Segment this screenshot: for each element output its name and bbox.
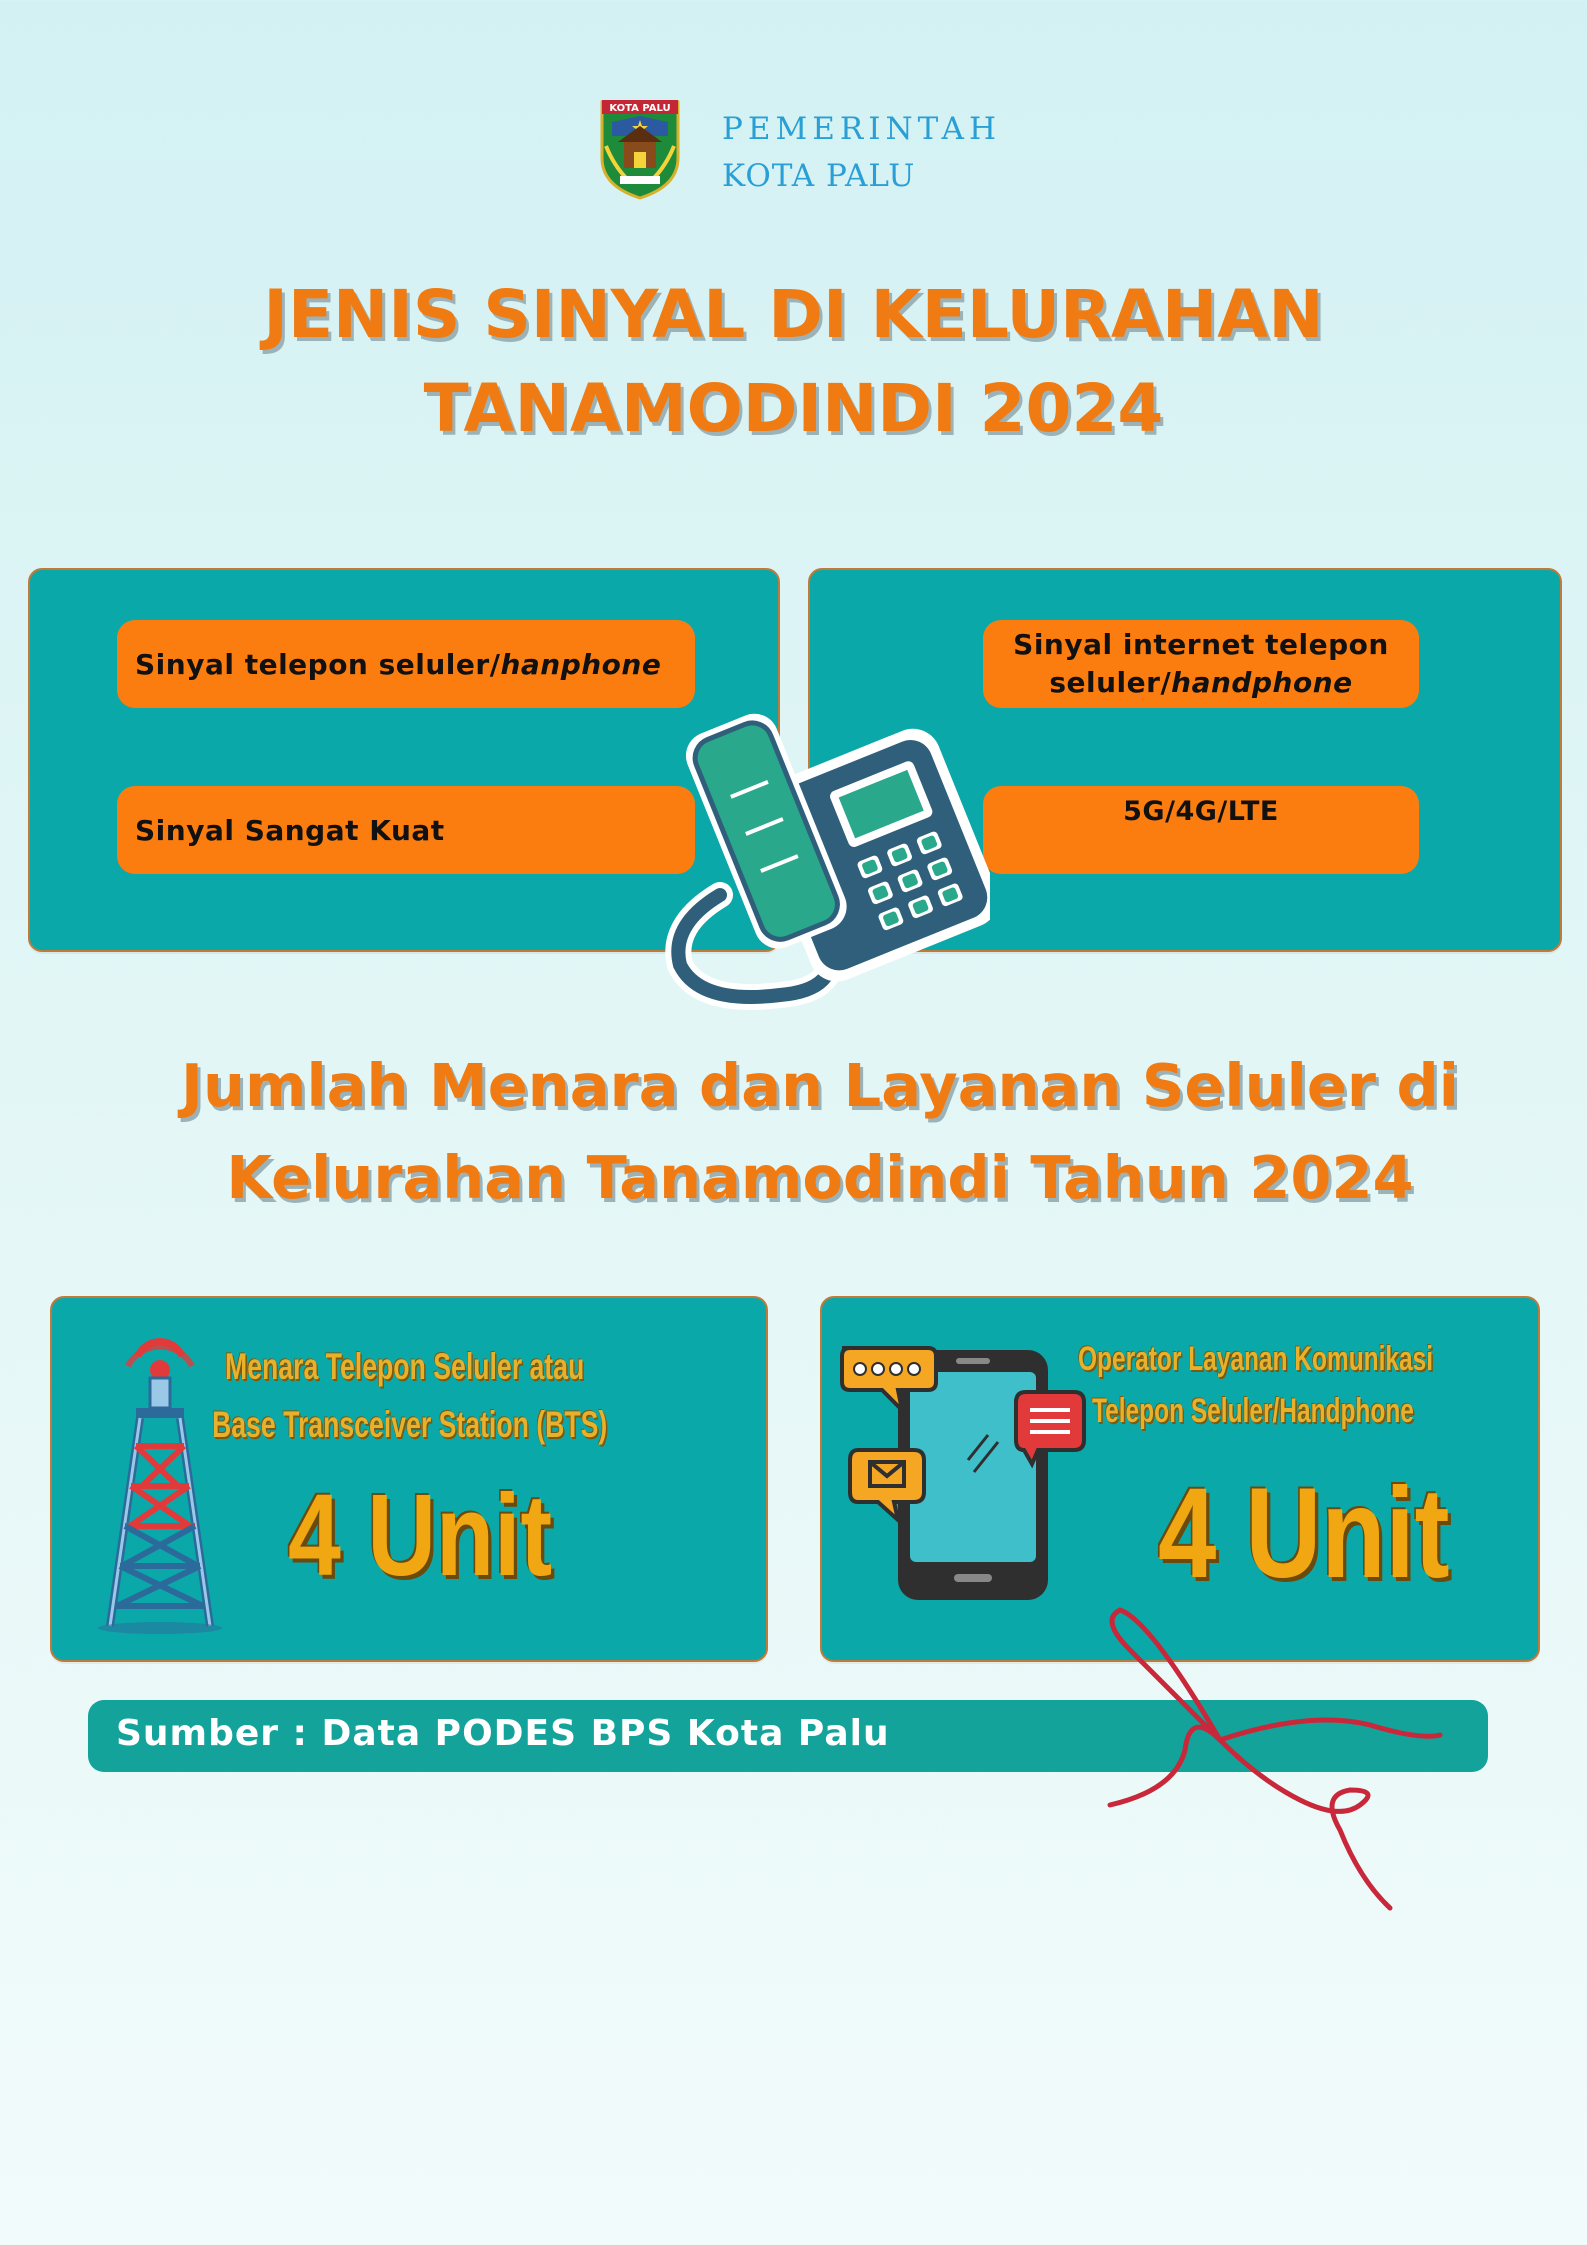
internet-signal-value-text: 5G/4G/LTE <box>1123 796 1279 827</box>
internet-signal-label-line1: Sinyal internet telepon <box>1013 628 1389 661</box>
smartphone-icon <box>838 1330 1088 1610</box>
internet-signal-value <box>983 786 1419 874</box>
ribbon-decoration <box>1090 1590 1540 1920</box>
internet-signal-label <box>983 620 1419 708</box>
tower-count: 4 Unit <box>288 1470 553 1600</box>
cell-tower-icon <box>90 1326 230 1636</box>
page-title <box>0 268 1587 456</box>
section-subtitle <box>0 1040 1587 1224</box>
cell-signal-value-text: Sinyal Sangat Kuat <box>135 813 445 847</box>
cell-signal-label-text: Sinyal telepon seluler/ <box>135 647 501 681</box>
section-subtitle-line1: Jumlah Menara dan Layanan Seluler di <box>181 1051 1459 1120</box>
desk-telephone-icon <box>660 695 990 1015</box>
cell-signal-value <box>117 786 695 874</box>
section-subtitle-line2: Kelurahan Tanamodindi Tahun 2024 <box>226 1143 1414 1212</box>
internet-signal-label-line2: seluler/ <box>1049 666 1172 699</box>
tower-label-line1: Menara Telepon Seluler atau <box>225 1346 585 1387</box>
operator-label-line2: Telepon Seluler/Handphone <box>1092 1392 1414 1430</box>
tower-label-line2: Base Transceiver Station (BTS) <box>212 1404 608 1445</box>
page-title-line2: TANAMODINDI 2024 <box>423 370 1164 447</box>
internet-signal-label-italic: handphone <box>1171 666 1353 699</box>
cell-signal-label <box>117 620 695 708</box>
svg-text:KOTA PALU: KOTA PALU <box>609 103 671 114</box>
operator-count: 4 Unit <box>1158 1462 1450 1605</box>
header-org-line2: KOTA PALU <box>722 158 916 194</box>
kota-palu-logo <box>598 96 682 200</box>
header-org <box>722 106 1001 200</box>
cell-signal-label-italic: hanphone <box>500 647 662 681</box>
operator-label-line1: Operator Layanan Komunikasi <box>1078 1340 1434 1378</box>
page-title-line1: JENIS SINYAL DI KELURAHAN <box>263 276 1324 353</box>
source-text: Sumber : Data PODES BPS Kota Palu <box>116 1713 890 1754</box>
header-org-line1: PEMERINTAH <box>722 111 1001 147</box>
